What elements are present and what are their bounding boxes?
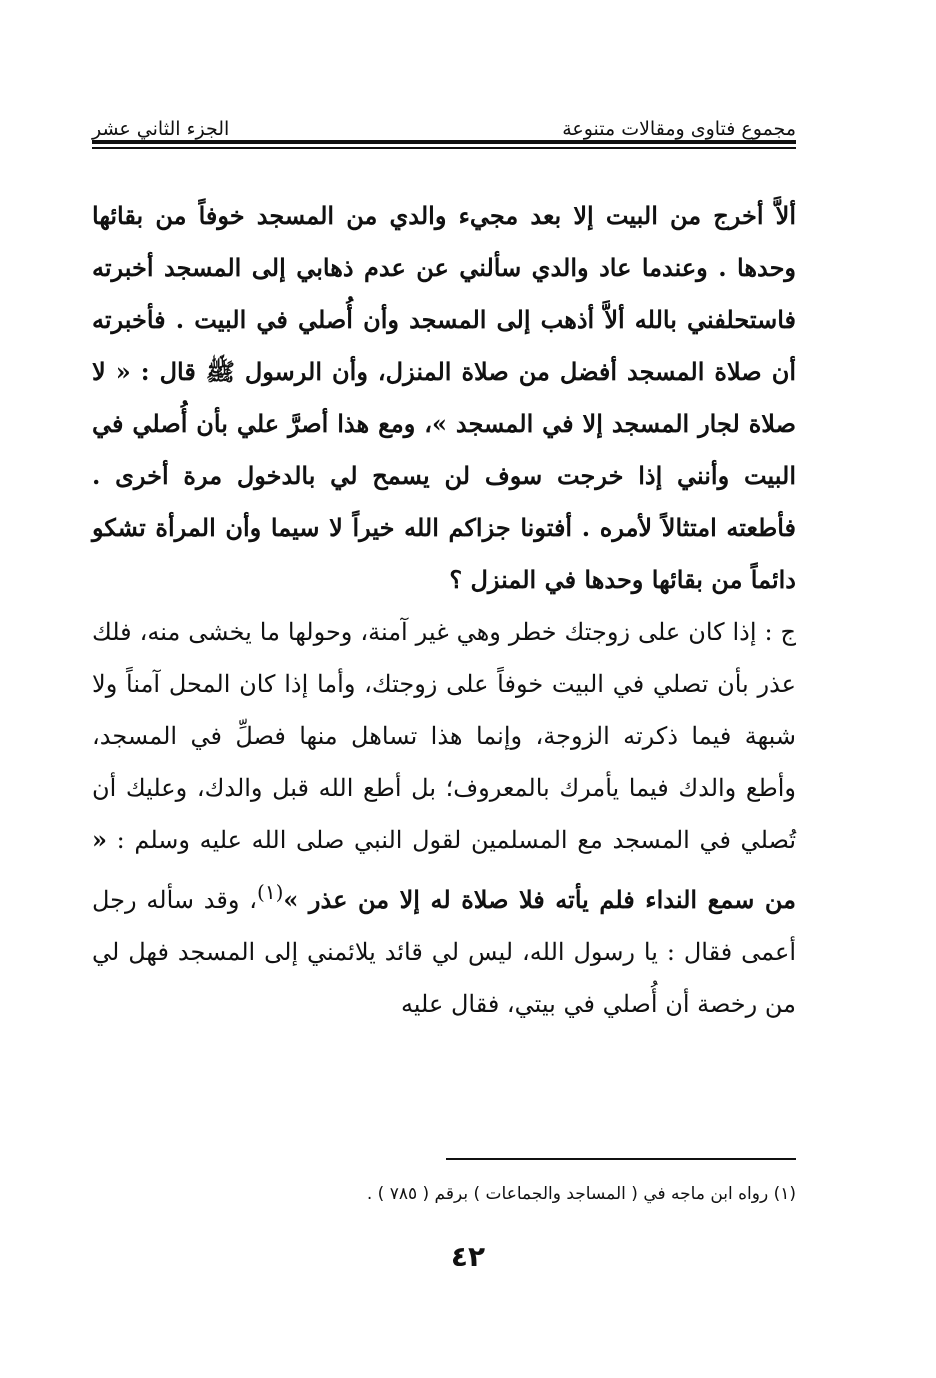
running-header [92, 110, 796, 140]
header-book-title: مجموع فتاوى ومقالات متنوعة [562, 118, 796, 140]
header-volume-title: الجزء الثاني عشر [92, 118, 230, 140]
page-number: ٤٢ [450, 1240, 486, 1273]
footnote-reference: (١) [257, 880, 284, 904]
header-rule-thin [92, 147, 796, 149]
footnote-separator [446, 1158, 796, 1160]
answer-text-part1: ج : إذا كان على زوجتك خطر وهي غير آمنة، وحولها ما يخشى منه، فلك عذر بأن تصلي في البيت خوفاً على زوجتك، وأما إذا كان المحل آمناً ولا شبهة فيما ذكرته الزوجة، وإنما هذا تساهل منها فصلِّ في المسجد، وأطع والدك فيما يأمرك بالمعروف؛ بل أطع الله قبل والدك، وعليك أن تُصلي في المسجد مع المسلمين لقول النبي صلى الله عليه وسلم : [92, 618, 797, 854]
answer-text-part2: ، وقد سأله رجل أعمى فقال : يا رسول الله، ليس لي قائد يلائمني إلى المسجد فهل لي من رخصة أن أُصلي في بيتي، فقال عليه [92, 886, 796, 1018]
answer-paragraph [92, 606, 796, 1030]
hadith-quote: « من سمع النداء فلم يأته فلا صلاة له إلا من عذر » [92, 825, 796, 914]
main-text [92, 190, 796, 1030]
question-paragraph: ألاَّ أخرج من البيت إلا بعد مجيء والدي من المسجد خوفاً من بقائها وحدها . وعندما عاد والدي سألني عن عدم ذهابي إلى المسجد أخبرته فاستحلفني بالله ألاَّ أذهب إلى المسجد وأن أُصلي في البيت . فأخبرته أن صلاة المسجد أفضل من صلاة المنزل، وأن الرسول ﷺ قال : « لا صلاة لجار المسجد إلا في المسجد »، ومع هذا أصرَّ علي بأن أُصلي في البيت وأنني إذا خرجت سوف لن يسمح لي بالدخول مرة أخرى . فأطعته امتثالاً لأمره . أفتونا جزاكم الله خيراً لا سيما وأن المرأة تشكو دائماً من بقائها وحدها في المنزل ؟ [92, 201, 797, 594]
footnote: (١) رواه ابن ماجه في ( المساجد والجماعات ) برقم ( ٧٨٥ ) . [366, 1184, 796, 1204]
header-rule-thick [92, 140, 796, 144]
